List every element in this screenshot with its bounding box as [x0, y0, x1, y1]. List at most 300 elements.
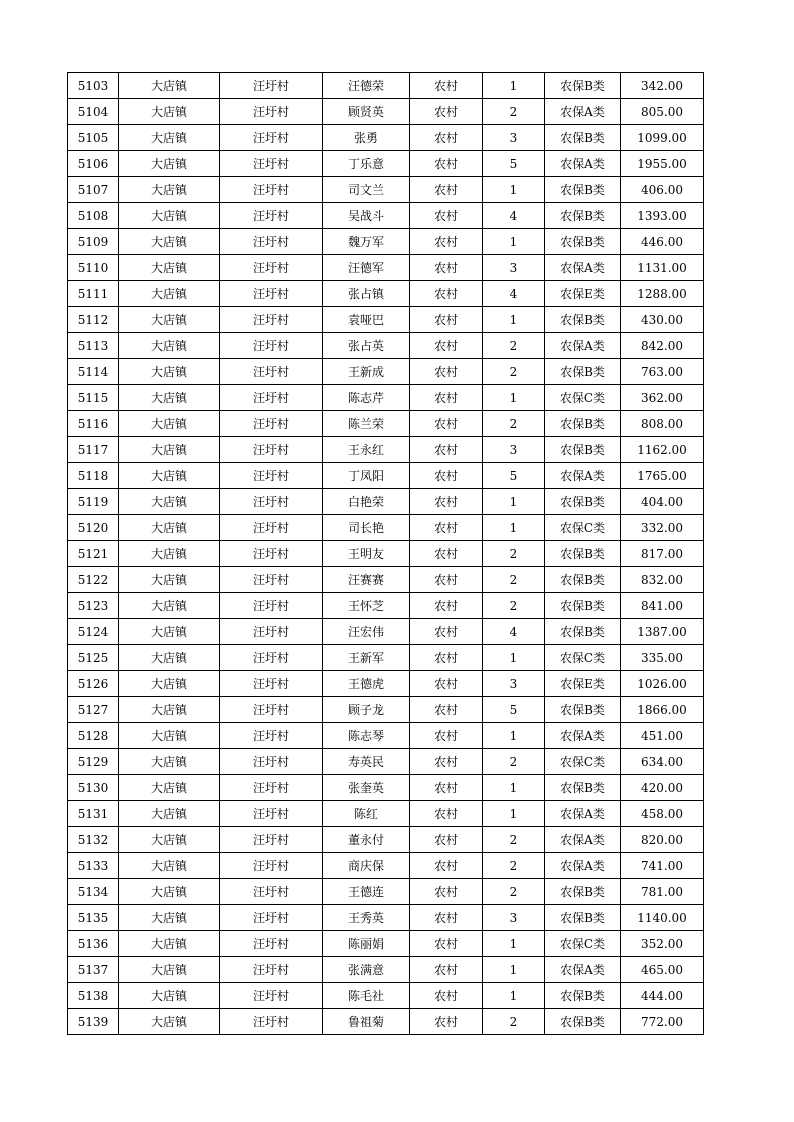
- amount-cell: 842.00: [621, 333, 704, 359]
- row-number-cell: 5109: [68, 229, 119, 255]
- village-cell: 汪圩村: [220, 125, 323, 151]
- table-row: [68, 541, 704, 567]
- name-cell: 司长艳: [323, 515, 410, 541]
- table-row: [68, 983, 704, 1009]
- amount-cell: 446.00: [621, 229, 704, 255]
- insurance-class-cell: 农保A类: [545, 827, 621, 853]
- name-cell: 王秀英: [323, 905, 410, 931]
- town-cell: 大店镇: [119, 229, 220, 255]
- household-size-cell: 1: [483, 801, 545, 827]
- household-size-cell: 2: [483, 567, 545, 593]
- area-type-cell: 农村: [410, 697, 483, 723]
- household-size-cell: 4: [483, 619, 545, 645]
- row-number-cell: 5108: [68, 203, 119, 229]
- household-size-cell: 2: [483, 1009, 545, 1035]
- household-size-cell: 1: [483, 307, 545, 333]
- village-cell: 汪圩村: [220, 463, 323, 489]
- table-row: [68, 697, 704, 723]
- area-type-cell: 农村: [410, 125, 483, 151]
- amount-cell: 404.00: [621, 489, 704, 515]
- table-row: [68, 853, 704, 879]
- village-cell: 汪圩村: [220, 853, 323, 879]
- name-cell: 王德连: [323, 879, 410, 905]
- insurance-class-cell: 农保A类: [545, 723, 621, 749]
- area-type-cell: 农村: [410, 333, 483, 359]
- row-number-cell: 5112: [68, 307, 119, 333]
- household-size-cell: 1: [483, 645, 545, 671]
- household-size-cell: 2: [483, 749, 545, 775]
- household-size-cell: 1: [483, 515, 545, 541]
- insurance-class-cell: 农保E类: [545, 281, 621, 307]
- insurance-class-cell: 农保A类: [545, 151, 621, 177]
- row-number-cell: 5139: [68, 1009, 119, 1035]
- name-cell: 张奎英: [323, 775, 410, 801]
- household-size-cell: 5: [483, 151, 545, 177]
- insurance-class-cell: 农保B类: [545, 775, 621, 801]
- town-cell: 大店镇: [119, 411, 220, 437]
- village-cell: 汪圩村: [220, 203, 323, 229]
- household-size-cell: 2: [483, 99, 545, 125]
- household-size-cell: 1: [483, 775, 545, 801]
- table-row: [68, 203, 704, 229]
- village-cell: 汪圩村: [220, 307, 323, 333]
- data-table: [67, 72, 704, 1035]
- row-number-cell: 5111: [68, 281, 119, 307]
- area-type-cell: 农村: [410, 489, 483, 515]
- household-size-cell: 3: [483, 255, 545, 281]
- insurance-class-cell: 农保A类: [545, 255, 621, 281]
- amount-cell: 1162.00: [621, 437, 704, 463]
- village-cell: 汪圩村: [220, 151, 323, 177]
- area-type-cell: 农村: [410, 801, 483, 827]
- name-cell: 汪赛赛: [323, 567, 410, 593]
- amount-cell: 342.00: [621, 73, 704, 99]
- village-cell: 汪圩村: [220, 515, 323, 541]
- town-cell: 大店镇: [119, 437, 220, 463]
- area-type-cell: 农村: [410, 99, 483, 125]
- area-type-cell: 农村: [410, 957, 483, 983]
- village-cell: 汪圩村: [220, 177, 323, 203]
- town-cell: 大店镇: [119, 775, 220, 801]
- row-number-cell: 5118: [68, 463, 119, 489]
- table-row: [68, 307, 704, 333]
- town-cell: 大店镇: [119, 1009, 220, 1035]
- area-type-cell: 农村: [410, 775, 483, 801]
- town-cell: 大店镇: [119, 125, 220, 151]
- name-cell: 王新军: [323, 645, 410, 671]
- household-size-cell: 3: [483, 671, 545, 697]
- table-row: [68, 827, 704, 853]
- table-row: [68, 593, 704, 619]
- town-cell: 大店镇: [119, 827, 220, 853]
- row-number-cell: 5124: [68, 619, 119, 645]
- household-size-cell: 1: [483, 723, 545, 749]
- amount-cell: 1765.00: [621, 463, 704, 489]
- row-number-cell: 5136: [68, 931, 119, 957]
- village-cell: 汪圩村: [220, 697, 323, 723]
- insurance-class-cell: 农保B类: [545, 697, 621, 723]
- insurance-class-cell: 农保B类: [545, 541, 621, 567]
- household-size-cell: 1: [483, 489, 545, 515]
- table-row: [68, 151, 704, 177]
- town-cell: 大店镇: [119, 697, 220, 723]
- village-cell: 汪圩村: [220, 931, 323, 957]
- name-cell: 寿英民: [323, 749, 410, 775]
- household-size-cell: 1: [483, 177, 545, 203]
- row-number-cell: 5127: [68, 697, 119, 723]
- town-cell: 大店镇: [119, 281, 220, 307]
- insurance-class-cell: 农保A类: [545, 801, 621, 827]
- table-row: [68, 567, 704, 593]
- household-size-cell: 2: [483, 827, 545, 853]
- insurance-class-cell: 农保B类: [545, 567, 621, 593]
- amount-cell: 634.00: [621, 749, 704, 775]
- row-number-cell: 5103: [68, 73, 119, 99]
- amount-cell: 841.00: [621, 593, 704, 619]
- name-cell: 陈志琴: [323, 723, 410, 749]
- household-size-cell: 1: [483, 229, 545, 255]
- table-row: [68, 931, 704, 957]
- amount-cell: 406.00: [621, 177, 704, 203]
- insurance-class-cell: 农保B类: [545, 593, 621, 619]
- row-number-cell: 5116: [68, 411, 119, 437]
- household-size-cell: 1: [483, 73, 545, 99]
- town-cell: 大店镇: [119, 73, 220, 99]
- village-cell: 汪圩村: [220, 775, 323, 801]
- amount-cell: 1393.00: [621, 203, 704, 229]
- amount-cell: 1288.00: [621, 281, 704, 307]
- insurance-class-cell: 农保A类: [545, 957, 621, 983]
- name-cell: 王怀芝: [323, 593, 410, 619]
- village-cell: 汪圩村: [220, 619, 323, 645]
- town-cell: 大店镇: [119, 177, 220, 203]
- amount-cell: 1099.00: [621, 125, 704, 151]
- village-cell: 汪圩村: [220, 957, 323, 983]
- amount-cell: 352.00: [621, 931, 704, 957]
- area-type-cell: 农村: [410, 411, 483, 437]
- table-row: [68, 99, 704, 125]
- name-cell: 王永红: [323, 437, 410, 463]
- village-cell: 汪圩村: [220, 827, 323, 853]
- insurance-class-cell: 农保B类: [545, 307, 621, 333]
- village-cell: 汪圩村: [220, 593, 323, 619]
- row-number-cell: 5128: [68, 723, 119, 749]
- amount-cell: 817.00: [621, 541, 704, 567]
- area-type-cell: 农村: [410, 879, 483, 905]
- insurance-class-cell: 农保B类: [545, 1009, 621, 1035]
- insurance-class-cell: 农保B类: [545, 359, 621, 385]
- village-cell: 汪圩村: [220, 333, 323, 359]
- village-cell: 汪圩村: [220, 749, 323, 775]
- amount-cell: 444.00: [621, 983, 704, 1009]
- insurance-class-cell: 农保B类: [545, 619, 621, 645]
- table-row: [68, 645, 704, 671]
- town-cell: 大店镇: [119, 983, 220, 1009]
- amount-cell: 1955.00: [621, 151, 704, 177]
- amount-cell: 1387.00: [621, 619, 704, 645]
- table-row: [68, 73, 704, 99]
- area-type-cell: 农村: [410, 931, 483, 957]
- row-number-cell: 5104: [68, 99, 119, 125]
- insurance-class-cell: 农保B类: [545, 437, 621, 463]
- town-cell: 大店镇: [119, 801, 220, 827]
- name-cell: 汪德军: [323, 255, 410, 281]
- name-cell: 王德虎: [323, 671, 410, 697]
- household-size-cell: 3: [483, 905, 545, 931]
- table-row: [68, 177, 704, 203]
- insurance-class-cell: 农保C类: [545, 931, 621, 957]
- amount-cell: 362.00: [621, 385, 704, 411]
- row-number-cell: 5105: [68, 125, 119, 151]
- name-cell: 司文兰: [323, 177, 410, 203]
- row-number-cell: 5125: [68, 645, 119, 671]
- area-type-cell: 农村: [410, 463, 483, 489]
- area-type-cell: 农村: [410, 541, 483, 567]
- amount-cell: 781.00: [621, 879, 704, 905]
- area-type-cell: 农村: [410, 645, 483, 671]
- area-type-cell: 农村: [410, 307, 483, 333]
- table-row: [68, 489, 704, 515]
- row-number-cell: 5110: [68, 255, 119, 281]
- village-cell: 汪圩村: [220, 359, 323, 385]
- village-cell: 汪圩村: [220, 255, 323, 281]
- amount-cell: 332.00: [621, 515, 704, 541]
- village-cell: 汪圩村: [220, 801, 323, 827]
- row-number-cell: 5113: [68, 333, 119, 359]
- row-number-cell: 5132: [68, 827, 119, 853]
- area-type-cell: 农村: [410, 203, 483, 229]
- table-row: [68, 671, 704, 697]
- town-cell: 大店镇: [119, 749, 220, 775]
- table-row: [68, 723, 704, 749]
- row-number-cell: 5122: [68, 567, 119, 593]
- table-row: [68, 463, 704, 489]
- table-row: [68, 905, 704, 931]
- village-cell: 汪圩村: [220, 879, 323, 905]
- town-cell: 大店镇: [119, 307, 220, 333]
- town-cell: 大店镇: [119, 567, 220, 593]
- insurance-class-cell: 农保B类: [545, 411, 621, 437]
- name-cell: 陈兰荣: [323, 411, 410, 437]
- town-cell: 大店镇: [119, 541, 220, 567]
- name-cell: 王明友: [323, 541, 410, 567]
- row-number-cell: 5107: [68, 177, 119, 203]
- name-cell: 张占镇: [323, 281, 410, 307]
- amount-cell: 820.00: [621, 827, 704, 853]
- household-size-cell: 3: [483, 437, 545, 463]
- town-cell: 大店镇: [119, 931, 220, 957]
- row-number-cell: 5114: [68, 359, 119, 385]
- village-cell: 汪圩村: [220, 411, 323, 437]
- table-row: [68, 437, 704, 463]
- area-type-cell: 农村: [410, 671, 483, 697]
- name-cell: 陈丽娟: [323, 931, 410, 957]
- area-type-cell: 农村: [410, 515, 483, 541]
- row-number-cell: 5135: [68, 905, 119, 931]
- table-row: [68, 879, 704, 905]
- row-number-cell: 5129: [68, 749, 119, 775]
- name-cell: 张占英: [323, 333, 410, 359]
- village-cell: 汪圩村: [220, 983, 323, 1009]
- table-row: [68, 775, 704, 801]
- town-cell: 大店镇: [119, 905, 220, 931]
- town-cell: 大店镇: [119, 99, 220, 125]
- amount-cell: 1140.00: [621, 905, 704, 931]
- table-row: [68, 957, 704, 983]
- insurance-class-cell: 农保B类: [545, 879, 621, 905]
- row-number-cell: 5115: [68, 385, 119, 411]
- town-cell: 大店镇: [119, 723, 220, 749]
- name-cell: 董永付: [323, 827, 410, 853]
- table-row: [68, 515, 704, 541]
- row-number-cell: 5131: [68, 801, 119, 827]
- amount-cell: 1131.00: [621, 255, 704, 281]
- insurance-class-cell: 农保C类: [545, 515, 621, 541]
- town-cell: 大店镇: [119, 879, 220, 905]
- insurance-class-cell: 农保B类: [545, 905, 621, 931]
- area-type-cell: 农村: [410, 723, 483, 749]
- area-type-cell: 农村: [410, 281, 483, 307]
- town-cell: 大店镇: [119, 957, 220, 983]
- row-number-cell: 5130: [68, 775, 119, 801]
- area-type-cell: 农村: [410, 905, 483, 931]
- amount-cell: 763.00: [621, 359, 704, 385]
- village-cell: 汪圩村: [220, 1009, 323, 1035]
- town-cell: 大店镇: [119, 671, 220, 697]
- household-size-cell: 5: [483, 463, 545, 489]
- household-size-cell: 3: [483, 125, 545, 151]
- insurance-class-cell: 农保C类: [545, 385, 621, 411]
- name-cell: 汪宏伟: [323, 619, 410, 645]
- name-cell: 丁乐意: [323, 151, 410, 177]
- village-cell: 汪圩村: [220, 905, 323, 931]
- household-size-cell: 2: [483, 359, 545, 385]
- area-type-cell: 农村: [410, 359, 483, 385]
- amount-cell: 420.00: [621, 775, 704, 801]
- table-row: [68, 385, 704, 411]
- table-row: [68, 749, 704, 775]
- town-cell: 大店镇: [119, 853, 220, 879]
- household-size-cell: 2: [483, 333, 545, 359]
- household-size-cell: 1: [483, 385, 545, 411]
- insurance-class-cell: 农保E类: [545, 671, 621, 697]
- amount-cell: 1866.00: [621, 697, 704, 723]
- household-size-cell: 5: [483, 697, 545, 723]
- insurance-class-cell: 农保A类: [545, 99, 621, 125]
- table-row: [68, 255, 704, 281]
- area-type-cell: 农村: [410, 1009, 483, 1035]
- town-cell: 大店镇: [119, 385, 220, 411]
- village-cell: 汪圩村: [220, 723, 323, 749]
- town-cell: 大店镇: [119, 593, 220, 619]
- name-cell: 陈红: [323, 801, 410, 827]
- amount-cell: 430.00: [621, 307, 704, 333]
- table-row: [68, 281, 704, 307]
- household-size-cell: 4: [483, 281, 545, 307]
- insurance-class-cell: 农保B类: [545, 229, 621, 255]
- table-row: [68, 1009, 704, 1035]
- amount-cell: 805.00: [621, 99, 704, 125]
- name-cell: 王新成: [323, 359, 410, 385]
- amount-cell: 465.00: [621, 957, 704, 983]
- insurance-class-cell: 农保B类: [545, 177, 621, 203]
- name-cell: 商庆保: [323, 853, 410, 879]
- area-type-cell: 农村: [410, 229, 483, 255]
- household-size-cell: 2: [483, 541, 545, 567]
- name-cell: 吴战斗: [323, 203, 410, 229]
- row-number-cell: 5117: [68, 437, 119, 463]
- table-body: [68, 73, 704, 1035]
- village-cell: 汪圩村: [220, 281, 323, 307]
- insurance-class-cell: 农保B类: [545, 73, 621, 99]
- table-row: [68, 619, 704, 645]
- row-number-cell: 5138: [68, 983, 119, 1009]
- insurance-class-cell: 农保A类: [545, 853, 621, 879]
- town-cell: 大店镇: [119, 203, 220, 229]
- town-cell: 大店镇: [119, 151, 220, 177]
- amount-cell: 741.00: [621, 853, 704, 879]
- row-number-cell: 5133: [68, 853, 119, 879]
- insurance-class-cell: 农保C类: [545, 749, 621, 775]
- village-cell: 汪圩村: [220, 671, 323, 697]
- town-cell: 大店镇: [119, 463, 220, 489]
- insurance-class-cell: 农保C类: [545, 645, 621, 671]
- village-cell: 汪圩村: [220, 229, 323, 255]
- amount-cell: 451.00: [621, 723, 704, 749]
- town-cell: 大店镇: [119, 333, 220, 359]
- household-size-cell: 1: [483, 983, 545, 1009]
- amount-cell: 1026.00: [621, 671, 704, 697]
- household-size-cell: 2: [483, 879, 545, 905]
- household-size-cell: 2: [483, 411, 545, 437]
- row-number-cell: 5137: [68, 957, 119, 983]
- village-cell: 汪圩村: [220, 645, 323, 671]
- household-size-cell: 1: [483, 957, 545, 983]
- row-number-cell: 5121: [68, 541, 119, 567]
- area-type-cell: 农村: [410, 437, 483, 463]
- name-cell: 白艳荣: [323, 489, 410, 515]
- village-cell: 汪圩村: [220, 567, 323, 593]
- area-type-cell: 农村: [410, 255, 483, 281]
- area-type-cell: 农村: [410, 619, 483, 645]
- area-type-cell: 农村: [410, 853, 483, 879]
- area-type-cell: 农村: [410, 827, 483, 853]
- area-type-cell: 农村: [410, 749, 483, 775]
- household-size-cell: 4: [483, 203, 545, 229]
- table-row: [68, 359, 704, 385]
- insurance-class-cell: 农保B类: [545, 983, 621, 1009]
- insurance-class-cell: 农保B类: [545, 125, 621, 151]
- amount-cell: 772.00: [621, 1009, 704, 1035]
- table-row: [68, 333, 704, 359]
- row-number-cell: 5119: [68, 489, 119, 515]
- insurance-class-cell: 农保A类: [545, 333, 621, 359]
- row-number-cell: 5126: [68, 671, 119, 697]
- insurance-class-cell: 农保A类: [545, 463, 621, 489]
- name-cell: 袁哑巴: [323, 307, 410, 333]
- table-row: [68, 125, 704, 151]
- household-size-cell: 2: [483, 853, 545, 879]
- name-cell: 张勇: [323, 125, 410, 151]
- household-size-cell: 1: [483, 931, 545, 957]
- name-cell: 魏万军: [323, 229, 410, 255]
- amount-cell: 808.00: [621, 411, 704, 437]
- town-cell: 大店镇: [119, 515, 220, 541]
- table-row: [68, 229, 704, 255]
- area-type-cell: 农村: [410, 567, 483, 593]
- village-cell: 汪圩村: [220, 99, 323, 125]
- area-type-cell: 农村: [410, 593, 483, 619]
